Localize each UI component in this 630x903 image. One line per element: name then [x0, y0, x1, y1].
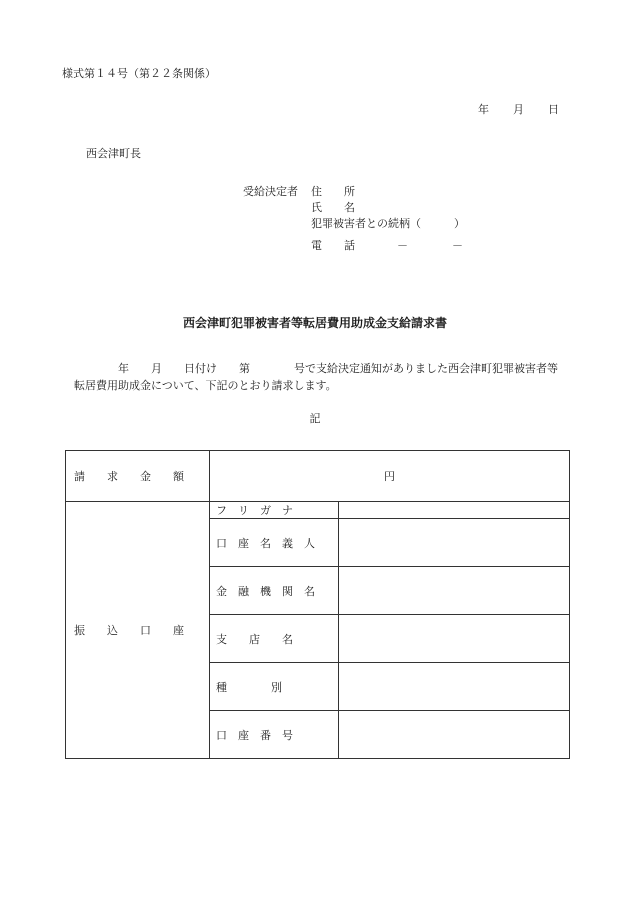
amount-row	[66, 451, 570, 502]
furigana-value-cell[interactable]	[339, 502, 570, 519]
form-number: 様式第１４号（第２２条関係）	[62, 67, 216, 80]
account-number-value-cell[interactable]	[339, 711, 570, 759]
phone-value: － －	[397, 239, 463, 252]
request-table	[65, 450, 570, 759]
amount-label: 請 求 金 額	[74, 470, 184, 483]
branch-value-cell[interactable]	[339, 615, 570, 663]
account-label: 振 込 口 座	[74, 624, 184, 637]
account-label-cell	[66, 502, 210, 759]
bank-name-value-cell[interactable]	[339, 567, 570, 615]
applicant-phone-row	[243, 238, 465, 254]
branch-label-cell	[210, 615, 339, 663]
branch-label: 支 店 名	[216, 632, 293, 646]
account-type-value-cell[interactable]	[339, 663, 570, 711]
applicant-relation-row	[243, 216, 465, 232]
document-title: 西会津町犯罪被害者等転居費用助成金支給請求書	[182, 316, 447, 330]
furigana-label-cell	[210, 502, 339, 519]
applicant-address-row	[243, 184, 465, 200]
bank-name-label-cell	[210, 567, 339, 615]
request-body	[74, 360, 558, 394]
amount-unit: 円	[384, 470, 395, 483]
date-year-label: 年	[478, 103, 489, 116]
account-type-label: 種 別	[216, 680, 282, 694]
amount-label-cell	[66, 451, 210, 502]
name-label: 氏 名	[311, 201, 355, 214]
account-holder-value-cell[interactable]	[339, 519, 570, 567]
phone-label: 電 話	[311, 239, 355, 252]
account-type-label-cell	[210, 663, 339, 711]
ki-heading: 記	[309, 412, 321, 425]
date-month-label: 月	[513, 103, 524, 116]
account-holder-label: 口 座 名 義 人	[216, 536, 315, 550]
body-line-2: 転居費用助成金について、下記のとおり請求します。	[74, 379, 337, 392]
relation-label: 犯罪被害者との続柄（ ）	[311, 217, 465, 230]
addressee: 西会津町長	[86, 147, 141, 160]
body-line-1: 年 月 日付け 第 号で支給決定通知がありました西会津町犯罪被害者等	[74, 362, 558, 375]
account-number-label: 口 座 番 号	[216, 728, 293, 742]
applicant-name-row	[243, 200, 465, 216]
date-day-label: 日	[548, 103, 559, 116]
address-label: 住 所	[311, 185, 355, 198]
applicant-role: 受給決定者	[243, 185, 298, 198]
date-line	[478, 101, 559, 117]
applicant-block	[243, 184, 465, 254]
table-row	[66, 502, 570, 519]
account-holder-label-cell	[210, 519, 339, 567]
amount-value-cell[interactable]	[210, 451, 570, 502]
bank-name-label: 金 融 機 関 名	[216, 584, 315, 598]
account-number-label-cell	[210, 711, 339, 759]
furigana-label: フ リ ガ ナ	[216, 504, 293, 517]
